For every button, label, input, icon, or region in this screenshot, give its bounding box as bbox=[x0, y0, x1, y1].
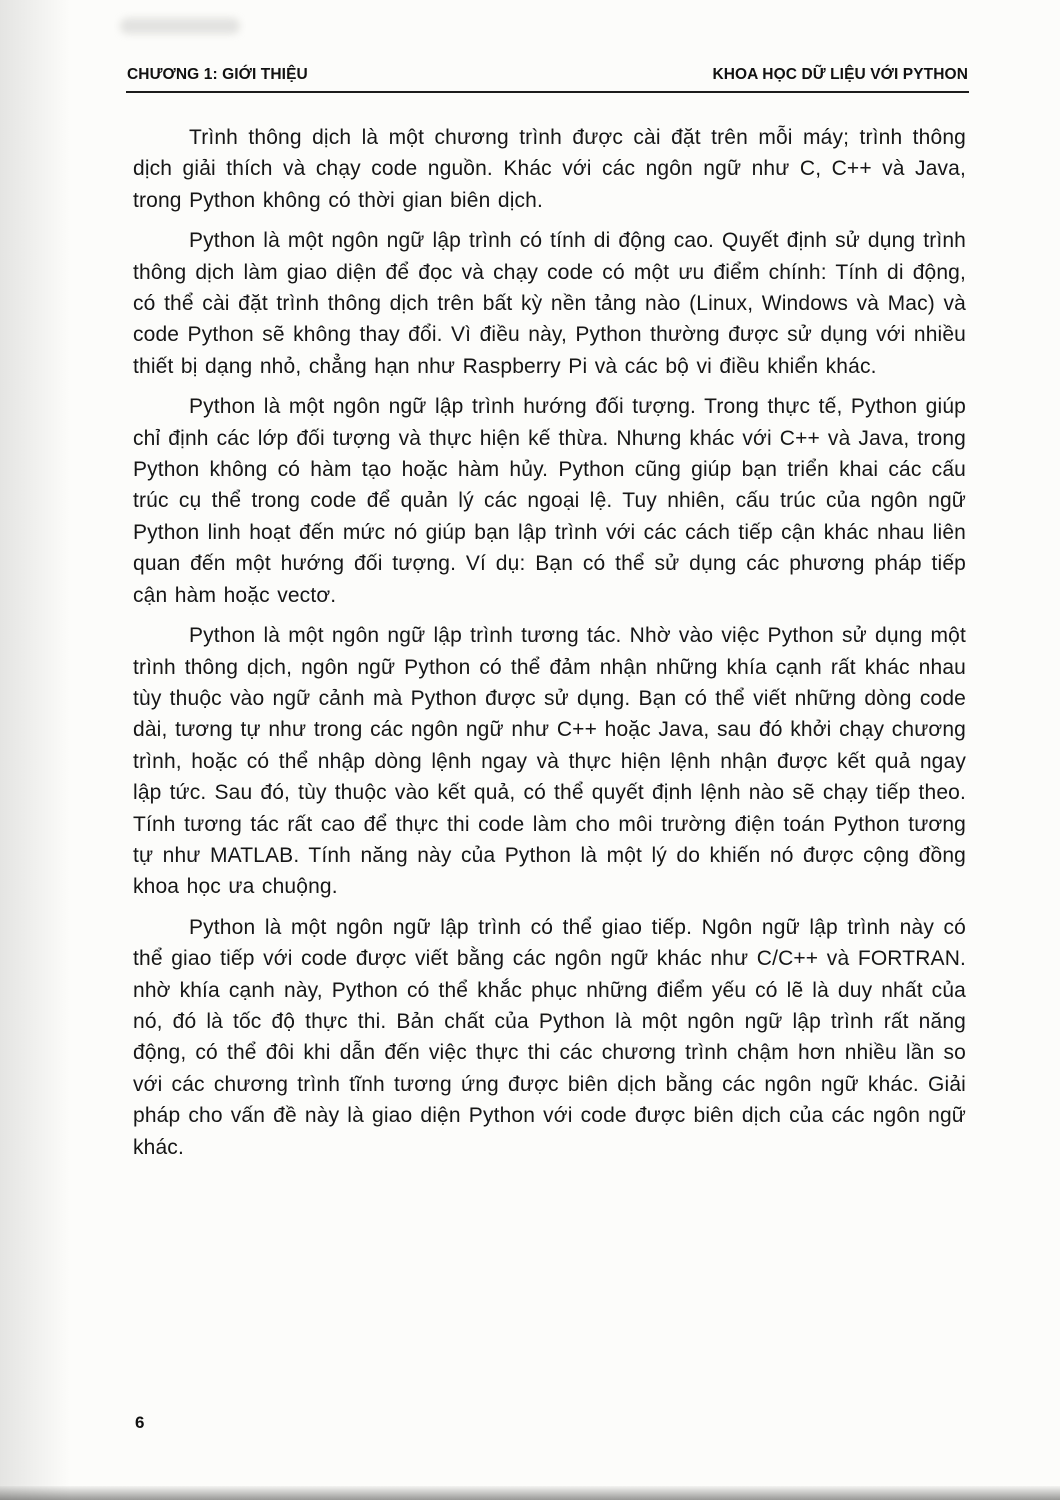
header-book-title: KHOA HỌC DỮ LIỆU VỚI PYTHON bbox=[712, 66, 968, 83]
paragraph-interactive: Python là một ngôn ngữ lập trình tương tác. Nhờ vào việc Python sử dụng một trình thông dịch, ngôn ngữ Python có thể đảm nhận những khía cạnh rất khác nhau tùy thuộc vào ngữ cảnh mà Python được sử dụng. Bạn có thể viết những dòng code dài, tương tự như trong các ngôn ngữ như C++ hoặc Java, sau đó khởi chạy chương trình, hoặc có thể nhập dòng lệnh ngay và thực hiện lệnh nhận được kết quả ngay lập tức. Sau đó, tùy thuộc vào kết quả, có thể quyết định lệnh nào sẽ chạy tiếp theo. Tính tương tác rất cao để thực thi code làm cho môi trường điện toán Python tương tự như MATLAB. Tính năng này của Python là một lý do khiến nó được cộng đồng khoa học ưa chuộng. bbox=[133, 624, 966, 899]
paragraph-interfacing: Python là một ngôn ngữ lập trình có thể giao tiếp. Ngôn ngữ lập trình này có thể giao tiếp với code được viết bằng các ngôn ngữ khác như C/C++ và FORTRAN. nhờ khía cạnh này, Python có thể khắc phục những điểm yếu có lẽ là duy nhất của nó, đó là tốc độ thực thi. Bản chất của Python là một ngôn ngữ lập trình rất năng động, có thể đôi khi dẫn đến việc thực thi các chương trình chậm hơn nhiều lần so với các chương trình tĩnh tương ứng được biên dịch bằng các ngôn ngữ khác. Giải pháp cho vấn đề này là giao diện Python với code được biên dịch của các ngôn ngữ khác. bbox=[133, 915, 966, 1159]
header-rule bbox=[126, 91, 969, 93]
scan-artifact-left-edge bbox=[0, 0, 70, 1500]
page-body bbox=[133, 122, 966, 1172]
page-number: 6 bbox=[135, 1413, 145, 1432]
page-header bbox=[127, 66, 968, 84]
scan-artifact-bottom-edge bbox=[0, 1486, 1060, 1500]
scan-artifact-top bbox=[120, 18, 240, 34]
paragraph-interpreter: Trình thông dịch là một chương trình được cài đặt trên mỗi máy; trình thông dịch giải thích và chạy code nguồn. Khác với các ngôn ngữ như C, C++ và Java, trong Python không có thời gian biên dịch. bbox=[133, 126, 966, 212]
header-chapter-title: CHƯƠNG 1: GIỚI THIỆU bbox=[127, 66, 308, 83]
paragraph-portability: Python là một ngôn ngữ lập trình có tính di động cao. Quyết định sử dụng trình thông dịch làm giao diện để đọc và chạy code có một ưu điểm chính: Tính di động, có thể cài đặt trình thông dịch trên bất kỳ nền tảng nào (Linux, Windows và Mac) và code Python sẽ không thay đổi. Vì điều này, Python thường được sử dụng với nhiều thiết bị dạng nhỏ, chẳng hạn như Raspberry Pi và các bộ vi điều khiển khác. bbox=[133, 229, 966, 378]
paragraph-object-oriented: Python là một ngôn ngữ lập trình hướng đối tượng. Trong thực tế, Python giúp chỉ định các lớp đối tượng và thực hiện kế thừa. Nhưng khác với C++ và Java, trong Python không có hàm tạo hoặc hàm hủy. Python cũng giúp bạn triển khai các cấu trúc cụ thể trong code để quản lý các ngoại lệ. Tuy nhiên, cấu trúc của ngôn ngữ Python linh hoạt đến mức nó giúp bạn lập trình với các cách tiếp cận khác nhau liên quan đến một hướng đối tượng. Ví dụ: Bạn có thể sử dụng các phương pháp tiếp cận hàm hoặc vectơ. bbox=[133, 395, 966, 607]
